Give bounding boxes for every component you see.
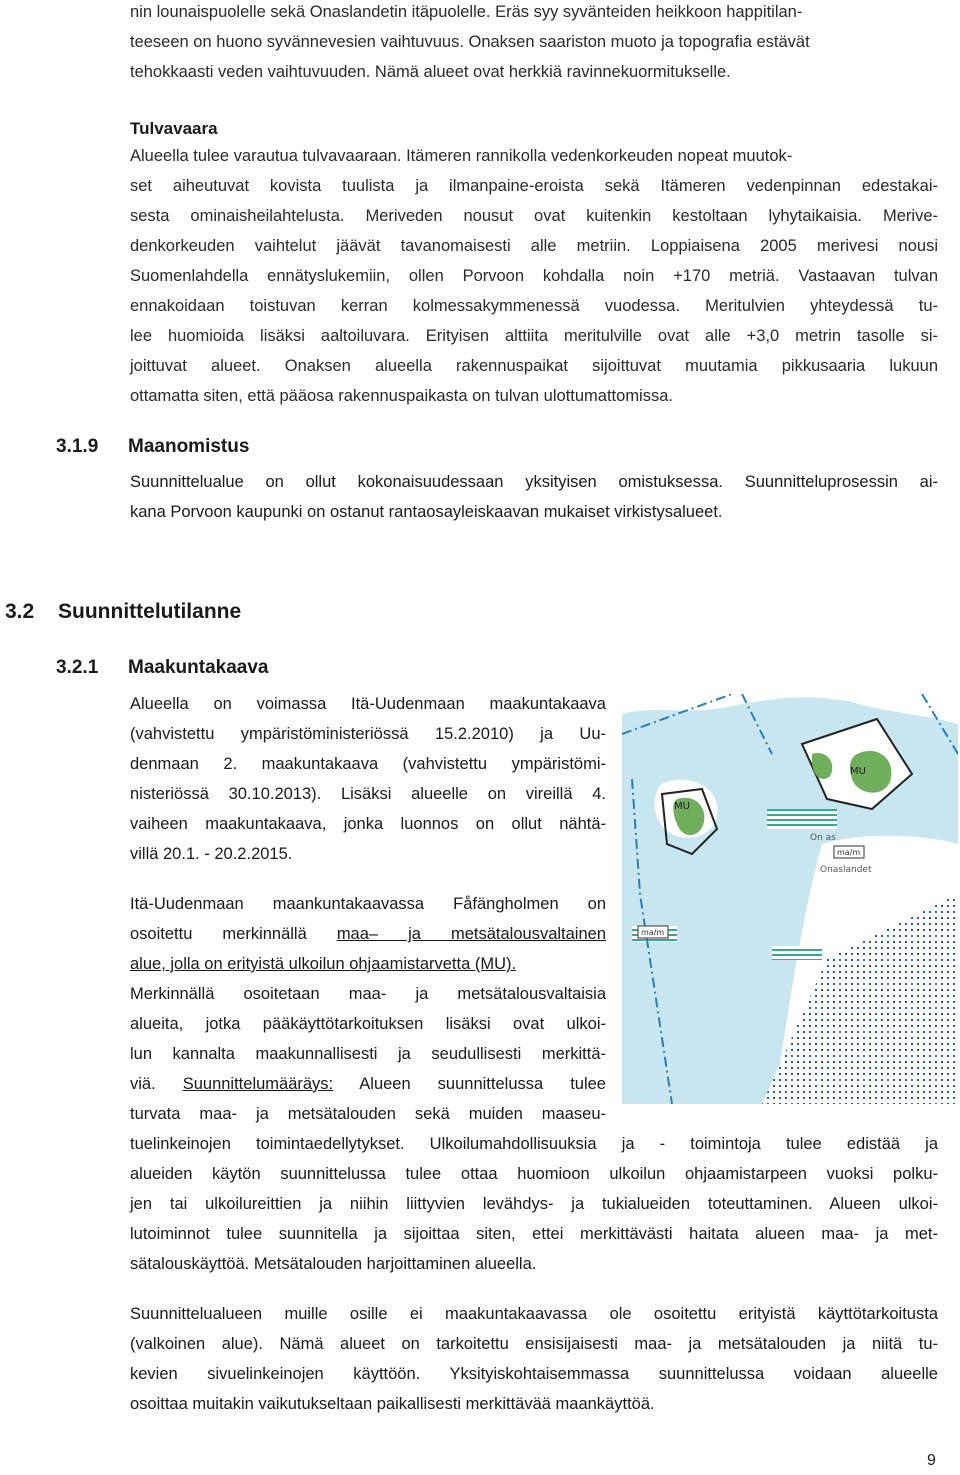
section-heading-3-2	[5, 600, 242, 624]
maakuntakaava-paragraph-3	[130, 1299, 938, 1419]
text-line: (vahvistettu ympäristöministeriössä 15.2.2010) ja Uu-	[130, 725, 606, 743]
text-line: joittuvat alueet. Onaksen alueella rakennuspaikat sijoittuvat muutamia pikkusaaria lukuun	[130, 357, 938, 375]
underlined-text: maa– ja metsätalousvaltainen	[336, 925, 606, 943]
map-label-mam: ma/m	[641, 928, 665, 937]
text-line: villä 20.1. - 20.2.2015.	[130, 845, 293, 863]
text-line: tehokkaasti veden vaihtuvuuden. Nämä alueet ovat herkkiä ravinnekuormitukselle.	[130, 63, 731, 81]
striped-zone	[772, 946, 822, 960]
text-line	[130, 919, 606, 949]
striped-zone	[767, 809, 837, 829]
text-line: tuelinkeinojen toimintaedellytykset. Ulkoilumahdollisuuksia ja - toimintoja tulee edistää ja	[130, 1135, 938, 1153]
text-line: Alueella on voimassa Itä-Uudenmaan maakuntakaava	[130, 695, 606, 713]
text-line: lun kannalta maakunnallisesti ja seudullisesti merkittä-	[130, 1045, 606, 1063]
text-line: Itä-Uudenmaan maankuntakaavassa Fåfängholmen on	[130, 895, 606, 913]
text-line: sätalouskäyttöä. Metsätalouden harjoittaminen alueella.	[130, 1255, 537, 1273]
section-title: Maakuntakaava	[128, 657, 269, 678]
text-line: set aiheutuvat kovista tuulista ja ilmanpaine-eroista sekä Itämeren vedenpinnan edestakai-	[130, 177, 938, 195]
text-line	[130, 949, 606, 979]
text-line: sesta ominaisheilahtelusta. Meriveden nousut ovat kuitenkin kestoltaan lyhytaikaisia. Merive-	[130, 207, 938, 225]
text-line: teeseen on huono syvännevesien vaihtuvuus. Onaksen saariston muoto ja topografia estävät	[130, 33, 810, 51]
text-line: kevien sivuelinkeinojen käyttöön. Yksityiskohtaisemmassa suunnittelussa voidaan alueelle	[130, 1365, 938, 1383]
text-line: lutoiminnot tulee suunnitella ja sijoittaa siten, ettei merkittävästi haitata alueen maa- ja met-	[130, 1225, 938, 1243]
underlined-text: Suunnittelumääräys:	[182, 1075, 334, 1093]
text-line: osoittaa muitakin vaikutukseltaan paikallisesti merkittävää maankäyttöä.	[130, 1395, 655, 1413]
text-line: (valkoinen alue). Nämä alueet on tarkoitettu ensisijaisesti maa- ja metsätalouden ja niitä tu-	[130, 1335, 938, 1353]
text-line: Suunnittelualueen muille osille ei maakuntakaavassa ole osoitettu erityistä käyttötarkoitusta	[130, 1305, 938, 1323]
text-fragment: osoitettu merkinnällä	[130, 925, 337, 943]
map-label-mu: MU	[674, 801, 690, 812]
regional-plan-map	[622, 694, 958, 1104]
text-line: Suunnittelualue on ollut kokonaisuudessaan yksityisen omistuksessa. Suunnitteluprosessin ai-	[130, 473, 938, 491]
text-line: nin lounaispuolelle sekä Onaslandetin itäpuolelle. Eräs syy syvänteiden heikkoon happitilan-	[130, 3, 803, 21]
text-line: alueiden käytön suunnittelussa tulee ottaa huomioon ulkoilun ohjaamistarpeen vuoksi polku-	[130, 1165, 938, 1183]
text-line: lee huomioida lisäksi aaltoiluvara. Erityisen alttiita meritulville ovat alle +3,0 metrin tasolle si-	[130, 327, 938, 345]
section-number: 3.2	[5, 600, 35, 623]
map-label-onas: On as	[810, 833, 836, 843]
section-number: 3.1.9	[56, 436, 99, 457]
text-line: denmaan 2. maakuntakaava (vahvistettu ympäristömi-	[130, 755, 606, 773]
text-line: ottamatta siten, että pääosa rakennuspaikasta on tulvan ulottumattomissa.	[130, 387, 673, 405]
map-label-mam: ma/m	[837, 848, 861, 857]
text-line	[130, 1069, 606, 1099]
text-line: Alueella tulee varautua tulvavaaraan. Itämeren rannikolla vedenkorkeuden nopeat muutok-	[130, 147, 793, 165]
section-title: Maanomistus	[128, 436, 250, 457]
text-line: denkorkeuden vaihtelut jäävät tavanomaisesti alle metriin. Loppiaisena 2005 merivesi nousi	[130, 237, 938, 255]
maanomistus-paragraph	[130, 467, 938, 527]
text-line: ennakoidaan toistuvan kerran kolmessakymmenessä vuodessa. Meritulvien yhteydessä tu-	[130, 297, 938, 315]
text-fragment: viä.	[130, 1075, 183, 1093]
section-title: Suunnittelutilanne	[58, 600, 242, 623]
tulvavaara-heading: Tulvavaara	[130, 119, 218, 138]
text-line: turvata maa- ja metsätalouden sekä muiden maaseu-	[130, 1105, 606, 1123]
section-number: 3.2.1	[56, 657, 99, 678]
text-fragment: Alueen suunnittelussa tulee	[333, 1075, 606, 1093]
page-number: 9	[927, 1452, 936, 1469]
map-label-mu: MU	[850, 766, 866, 777]
text-line: jen tai ulkoilureittien ja niihin liittyvien levähdys- ja tukialueiden toteuttaminen. Alueen ulkoi-	[130, 1195, 938, 1213]
map-label-onaslandet: Onaslandet	[820, 865, 872, 875]
text-line: Merkinnällä osoitetaan maa- ja metsätalousvaltaisia	[130, 985, 606, 1003]
maakuntakaava-paragraph-1	[130, 689, 606, 869]
text-line: alueita, jotka pääkäyttötarkoituksen lisäksi ovat ulkoi-	[130, 1015, 606, 1033]
text-line: Suomenlahdella ennätyslukemiin, ollen Porvoon kohdalla noin +170 metriä. Vastaavan tulvan	[130, 267, 938, 285]
text-line: vaiheen maakuntakaava, jonka luonnos on ollut nähtä-	[130, 815, 606, 833]
text-line: kana Porvoon kaupunki on ostanut rantaosayleiskaavan mukaiset virkistysalueet.	[130, 503, 723, 521]
text-line: nisteriössä 30.10.2013). Lisäksi alueelle on vireillä 4.	[130, 785, 606, 803]
tulvavaara-paragraph	[130, 141, 938, 411]
underlined-text: alue, jolla on erityistä ulkoilun ohjaamistarvetta (MU).	[130, 955, 517, 973]
intro-paragraph	[130, 0, 938, 87]
